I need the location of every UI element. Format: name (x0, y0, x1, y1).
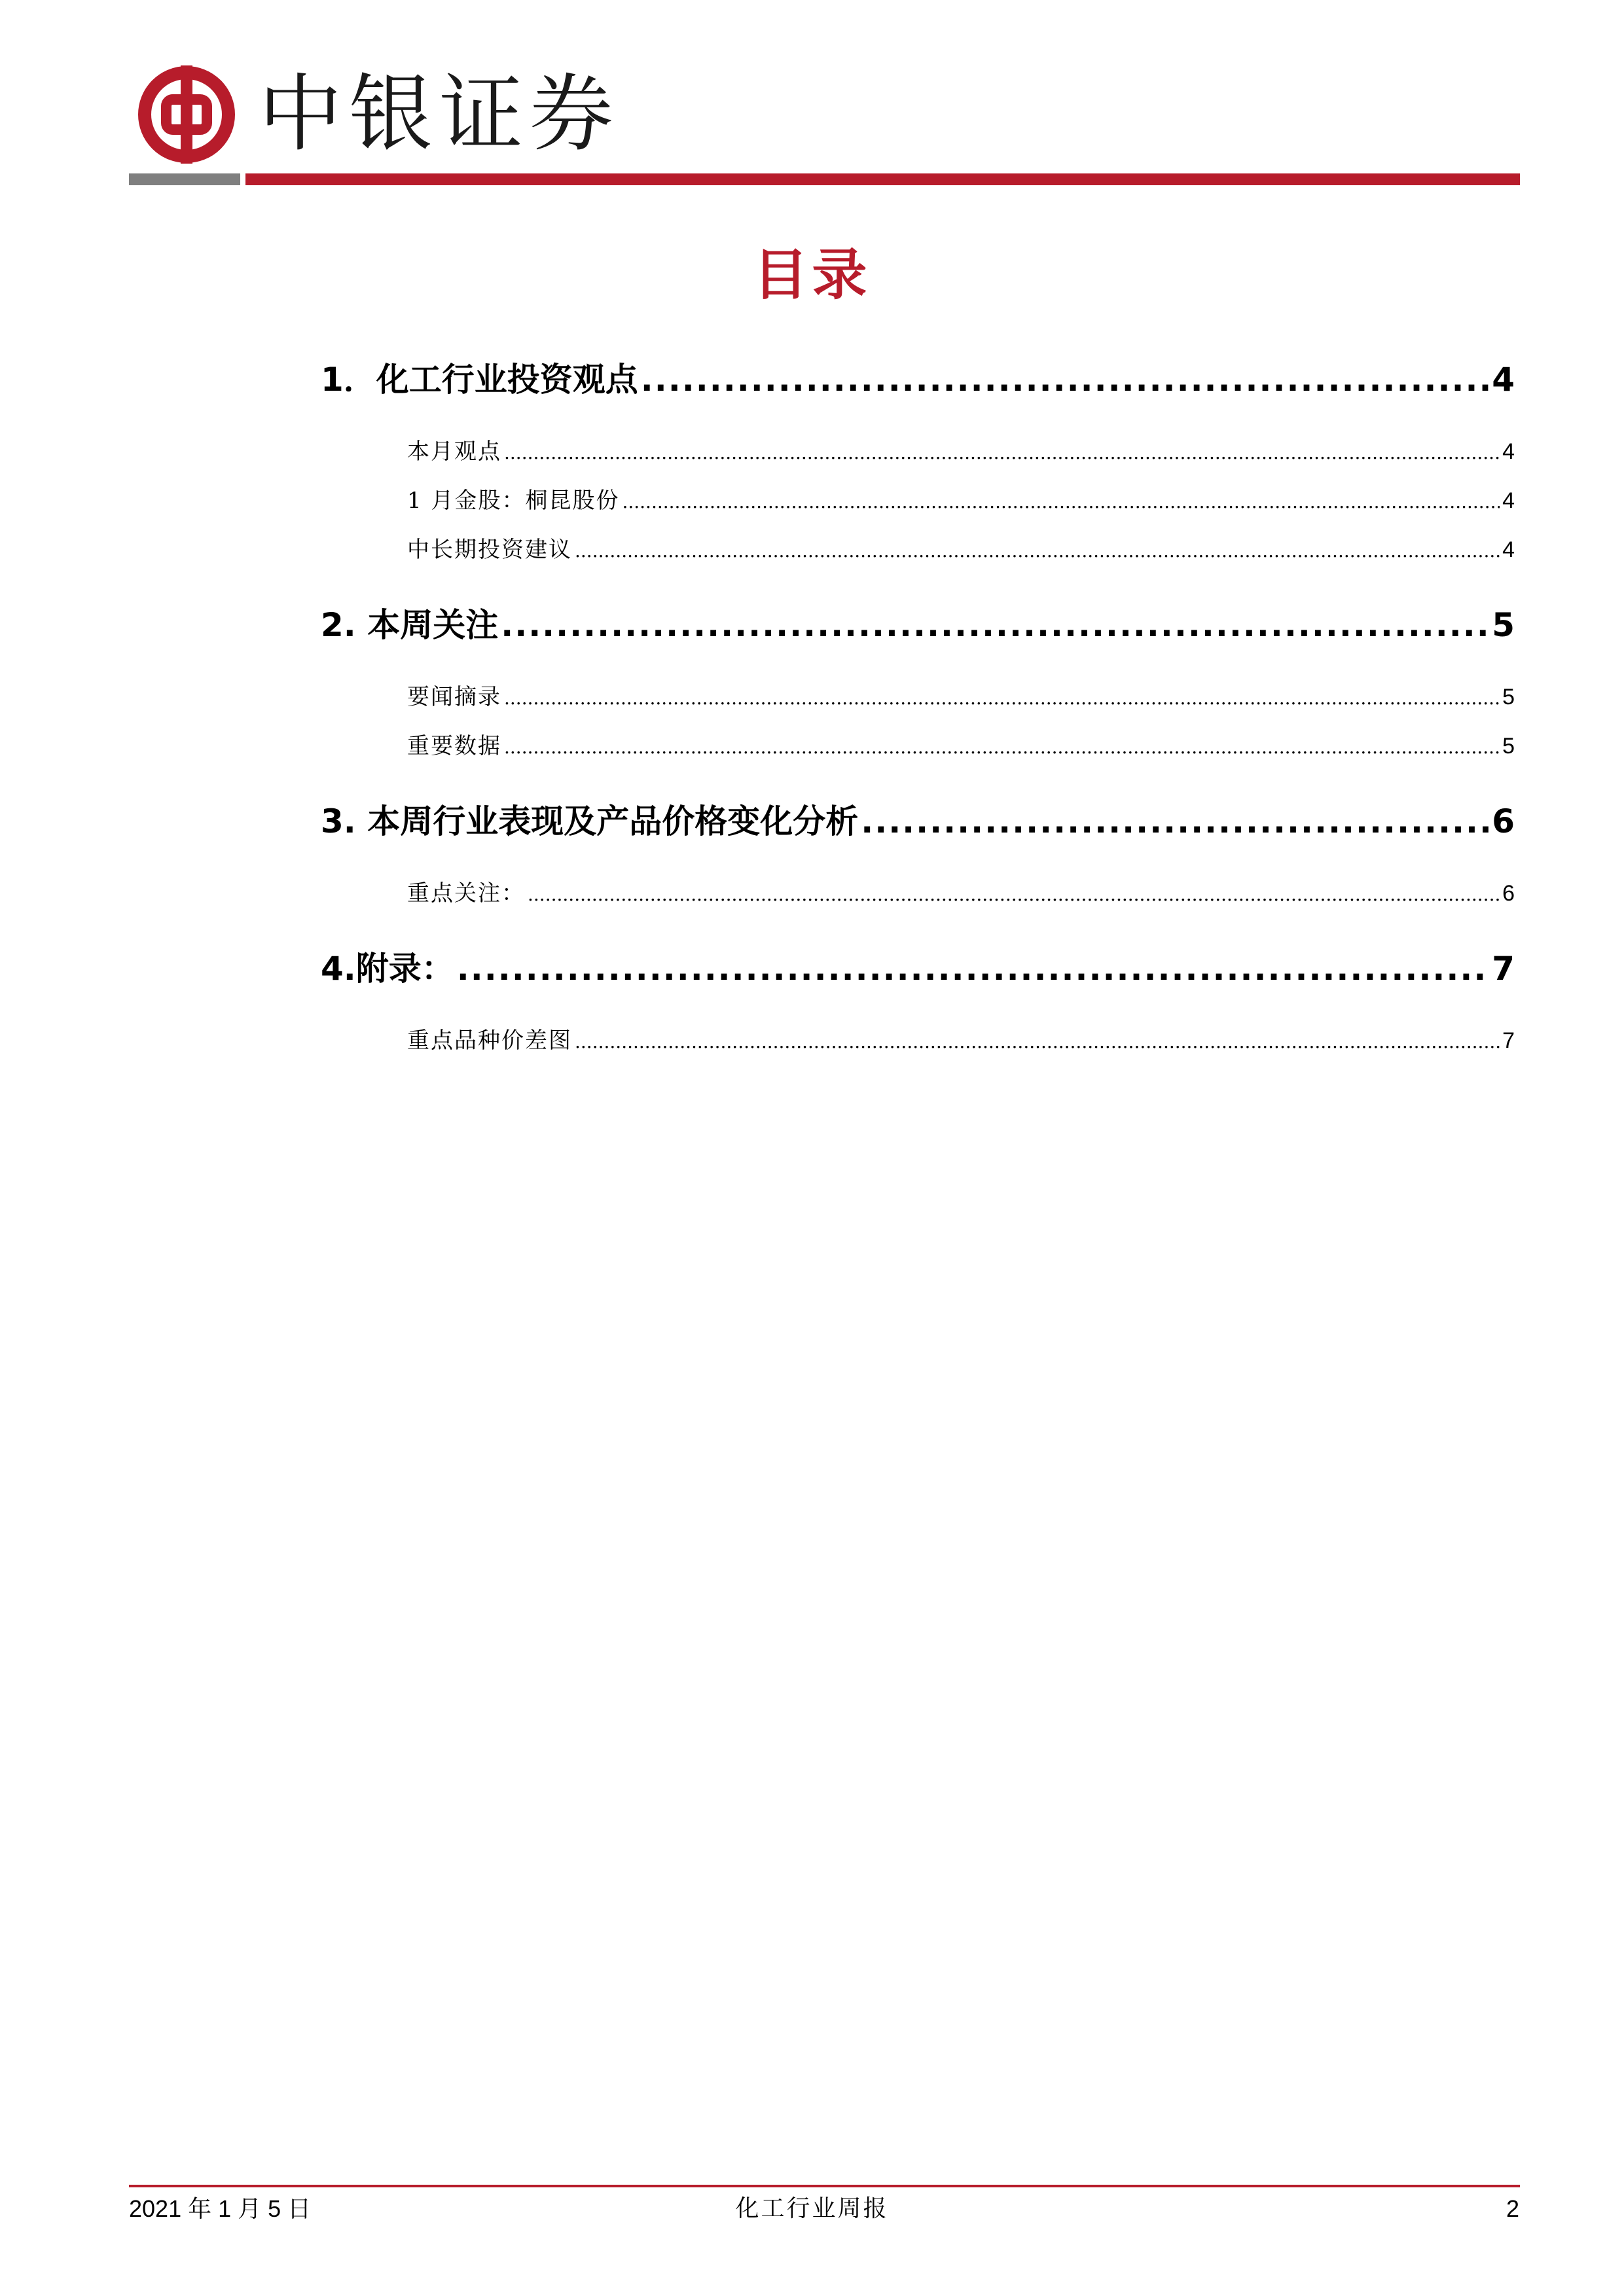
toc-dot-leader (504, 682, 1500, 715)
toc-entry-page: 6 (1502, 881, 1515, 906)
toc-dot-leader (504, 437, 1500, 469)
toc-entry-section-1[interactable] (321, 357, 1515, 403)
footer-report-name: 化工行业周报 (735, 2195, 889, 2222)
toc-entry-label: 4.附录： (321, 950, 454, 988)
toc-dot-leader (504, 731, 1500, 764)
toc-entry-page: 5 (1502, 734, 1515, 759)
toc-entry-page: 5 (1502, 685, 1515, 709)
toc-entry-label: 要闻摘录 (407, 684, 501, 710)
toc-entry-label: 重要数据 (407, 733, 501, 759)
toc-entry-long-term-advice[interactable] (407, 533, 1515, 566)
footer-rule (129, 2185, 1520, 2187)
toc-entry-label: 1．化工行业投资观点 (321, 361, 638, 399)
toc-dot-leader (501, 602, 1489, 648)
toc-entry-page: 4 (1502, 537, 1515, 562)
toc-dot-leader (622, 486, 1500, 518)
toc-entry-label: 本月观点 (407, 439, 501, 465)
toc-entry-page: 6 (1492, 802, 1515, 840)
toc-dot-leader (457, 946, 1489, 992)
toc-entry-label: 1 月金股：桐昆股份 (407, 488, 620, 514)
toc-entry-label: 重点品种价差图 (407, 1028, 572, 1054)
toc-title: 目录 (753, 242, 871, 307)
toc-entry-section-4[interactable] (321, 946, 1515, 992)
toc-entry-page: 4 (1502, 439, 1515, 464)
toc-entry-spread-charts[interactable] (407, 1024, 1515, 1057)
toc-entry-news-digest[interactable] (407, 681, 1515, 713)
brand-name: 中银证券 (259, 65, 621, 163)
toc-entry-page: 7 (1492, 950, 1515, 988)
toc-entry-key-focus[interactable] (407, 877, 1515, 910)
toc-dot-leader (641, 357, 1489, 403)
toc-entry-section-3[interactable] (321, 798, 1515, 844)
toc-dot-leader (575, 535, 1500, 567)
toc-dot-leader (575, 1026, 1500, 1058)
toc-entry-key-data[interactable] (407, 730, 1515, 762)
toc-entry-label: 2. 本周关注 (321, 606, 499, 644)
toc-entry-label: 中长期投资建议 (407, 537, 572, 563)
toc-entry-page: 7 (1502, 1028, 1515, 1053)
toc-entry-monthly-view[interactable] (407, 435, 1515, 468)
toc-entry-label: 3. 本周行业表现及产品价格变化分析 (321, 802, 859, 840)
footer-page-number: 2 (1506, 2195, 1519, 2222)
toc-dot-leader (861, 798, 1489, 844)
toc-entry-golden-stock[interactable] (407, 484, 1515, 517)
toc-entry-page: 4 (1492, 361, 1515, 399)
toc-entry-section-2[interactable] (321, 602, 1515, 648)
toc-entry-label: 重点关注： (407, 880, 525, 906)
toc-entry-page: 4 (1502, 488, 1515, 513)
toc-dot-leader (528, 878, 1500, 911)
toc-entry-page: 5 (1492, 606, 1515, 644)
footer-date: 2021 年 1 月 5 日 (129, 2195, 312, 2222)
